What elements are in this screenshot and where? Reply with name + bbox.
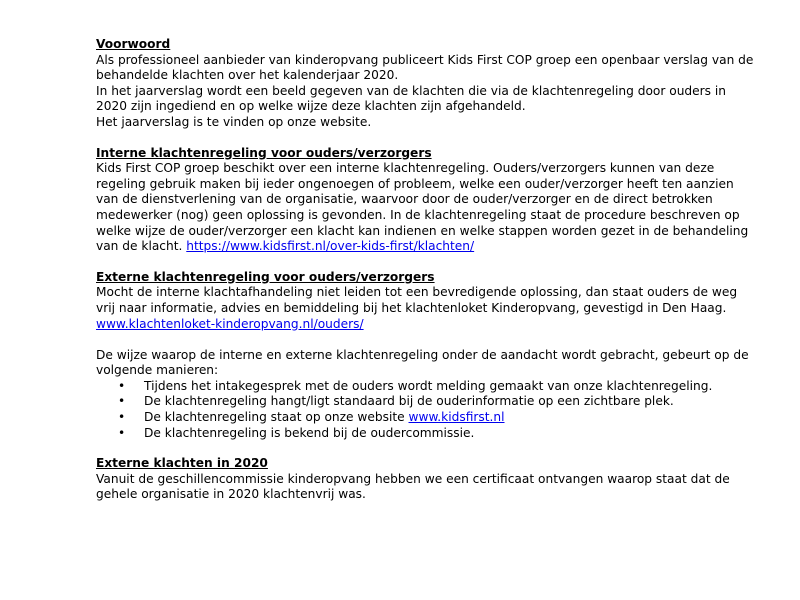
paragraph-manieren: De wijze waarop de interne en externe klachtenregeling onder de aandacht wordt gebracht, gebeurt op de volgende manieren: [96,347,749,378]
klachtenloket-link[interactable]: www.klachtenloket-kinderopvang.nl/ouders/ [96,316,364,331]
list-item [96,410,756,426]
section-voorwoord [96,37,756,131]
paragraph-intro: Als professioneel aanbieder van kinderopvang publiceert Kids First COP groep een openbaar verslag van de behandelde klachten over het kalenderjaar 2020. [96,52,754,83]
paragraph-website: Het jaarverslag is te vinden op onze website. [96,114,372,129]
blank-line [96,332,756,348]
paragraph-externe-klachten-2020: Vanuit de geschillencommissie kinderopvang hebben we een certificaat ontvangen waarop staat dat de gehele organisatie in 2020 klachtenvrij was. [96,471,730,502]
klachten-link[interactable]: https://www.kidsfirst.nl/over-kids-first/klachten/ [186,239,475,254]
list-item: • De klachtenregeling hangt/ligt standaard bij de ouderinformatie op een zichtbare plek. [96,394,756,410]
klachtenloket-link-line [96,317,756,333]
section-externe-klachten-2020 [96,456,756,503]
kidsfirst-link[interactable]: www.kidsfirst.nl [408,410,505,425]
heading-externe-klachtenregeling: Externe klachtenregeling voor ouders/verzorgers [96,269,435,284]
bullet-list [96,379,756,441]
list-item: • De klachtenregeling is bekend bij de oudercommissie. [96,426,756,442]
document-page [96,37,756,503]
interne-text: Kids First COP groep beschikt over een interne klachtenregeling. Ouders/verzorgers kunnen van deze regeling gebruik maken bij ieder ongenoegen of probleem, welke een ouder/verzorger heeft ten aanzien van de dienstverlening van de organisatie, waarvoor door de ouder/verzorger en de direct betrokken medewerker (nog) geen oplossing is gevonden. In de klachtenregeling staat de procedure beschreven op welke wijze de ouder/verzorger een klacht kan indienen en welke stappen worden gezet in de behandeling van de klacht. [96,161,749,254]
heading-interne-klachtenregeling: Interne klachtenregeling voor ouders/verzorgers [96,145,432,160]
list-item-text: De klachtenregeling staat op onze website [144,410,405,425]
list-item: • Tijdens het intakegesprek met de ouders wordt melding gemaakt van onze klachtenregeling. [96,379,756,395]
heading-externe-klachten-2020: Externe klachten in 2020 [96,456,268,471]
paragraph-jaarverslag: In het jaarverslag wordt een beeld gegeven van de klachten die via de klachtenregeling door ouders in 2020 zijn ingediend en op welke wijze deze klachten zijn afgehandeld. [96,83,727,114]
heading-voorwoord: Voorwoord [96,37,171,51]
paragraph-externe-klachtenregeling: Mocht de interne klachtafhandeling niet leiden tot een bevredigende oplossing, dan staat ouders de weg vrij naar informatie, advies en bemiddeling bij het klachtenloket Kinderopvang, gevestigd in Den Haag. [96,285,738,315]
section-externe-klachtenregeling [96,270,756,442]
paragraph-interne-klachtenregeling [96,161,756,255]
section-interne-klachtenregeling [96,146,756,255]
